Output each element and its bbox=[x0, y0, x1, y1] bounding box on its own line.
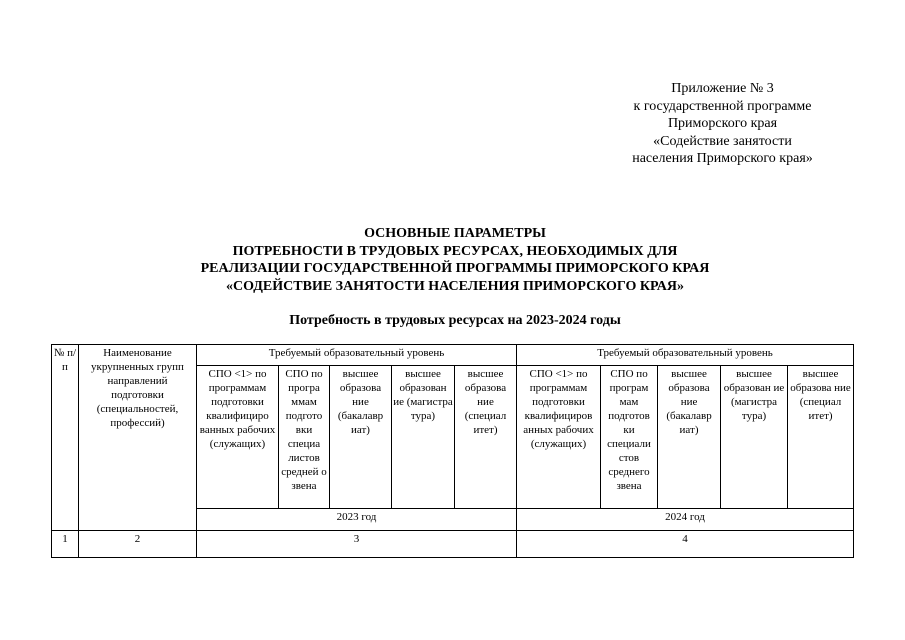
header-group-2024: Требуемый образовательный уровень bbox=[517, 345, 854, 366]
appendix-line-2: к государственной программе bbox=[633, 98, 812, 114]
header-2024-specialist: высшее образова ние (специал итет) bbox=[788, 366, 854, 509]
appendix-line-5: населения Приморского края» bbox=[632, 151, 813, 166]
header-row-1 bbox=[52, 345, 854, 366]
title-line-2: ПОТРЕБНОСТИ В ТРУДОВЫХ РЕСУРСАХ, НЕОБХОДИМЫХ ДЛЯ bbox=[232, 243, 678, 259]
header-2023-bachelor: высшее образова ние (бакалавр иат) bbox=[330, 366, 392, 509]
header-2023-spo-workers: СПО <1> по программам подготовки квалифициро ванных рабочих (служащих) bbox=[197, 366, 279, 509]
year-2024: 2024 год bbox=[517, 509, 854, 531]
header-2024-bachelor: высшее образова ние (бакалавр иат) bbox=[658, 366, 721, 509]
title-line-3: РЕАЛИЗАЦИИ ГОСУДАРСТВЕННОЙ ПРОГРАММЫ ПРИМОРСКОГО КРАЯ bbox=[200, 261, 710, 276]
header-name: Наименование укрупненных групп направлений подготовки (специальностей, профессий) bbox=[79, 345, 197, 531]
column-number-3: 3 bbox=[197, 531, 517, 558]
appendix-block bbox=[600, 80, 845, 168]
header-group-2023: Требуемый образовательный уровень bbox=[197, 345, 517, 366]
header-2024-master: высшее образован ие (магистра тура) bbox=[721, 366, 788, 509]
title-line-1: ОСНОВНЫЕ ПАРАМЕТРЫ bbox=[364, 226, 546, 241]
column-number-row bbox=[52, 531, 854, 558]
appendix-line-1: Приложение № 3 bbox=[671, 81, 774, 96]
header-2023-master: высшее образован ие (магистра тура) bbox=[392, 366, 455, 509]
appendix-line-4: «Содействие занятости bbox=[653, 133, 792, 149]
column-number-4: 4 bbox=[517, 531, 854, 558]
document-title bbox=[150, 225, 760, 295]
header-2023-spo-specialists: СПО по програ ммам подгото вки специа листов средней о звена bbox=[279, 366, 330, 509]
column-number-1: 1 bbox=[52, 531, 79, 558]
title-line-4: «СОДЕЙСТВИЕ ЗАНЯТОСТИ НАСЕЛЕНИЯ ПРИМОРСКОГО КРАЯ» bbox=[226, 278, 684, 294]
table-subtitle: Потребность в трудовых ресурсах на 2023-2024 годы bbox=[289, 313, 621, 328]
column-number-2: 2 bbox=[79, 531, 197, 558]
header-2024-spo-workers: СПО <1> по программам подготовки квалифициров анных рабочих (служащих) bbox=[517, 366, 601, 509]
year-2023: 2023 год bbox=[197, 509, 517, 531]
header-2024-spo-specialists: СПО по програм мам подготов ки специали стов среднего звена bbox=[601, 366, 658, 509]
appendix-line-3: Приморского края bbox=[667, 116, 778, 131]
labor-needs-table bbox=[51, 344, 854, 558]
header-no: № п/п bbox=[52, 345, 79, 531]
header-2023-specialist: высшее образова ние (специал итет) bbox=[455, 366, 517, 509]
